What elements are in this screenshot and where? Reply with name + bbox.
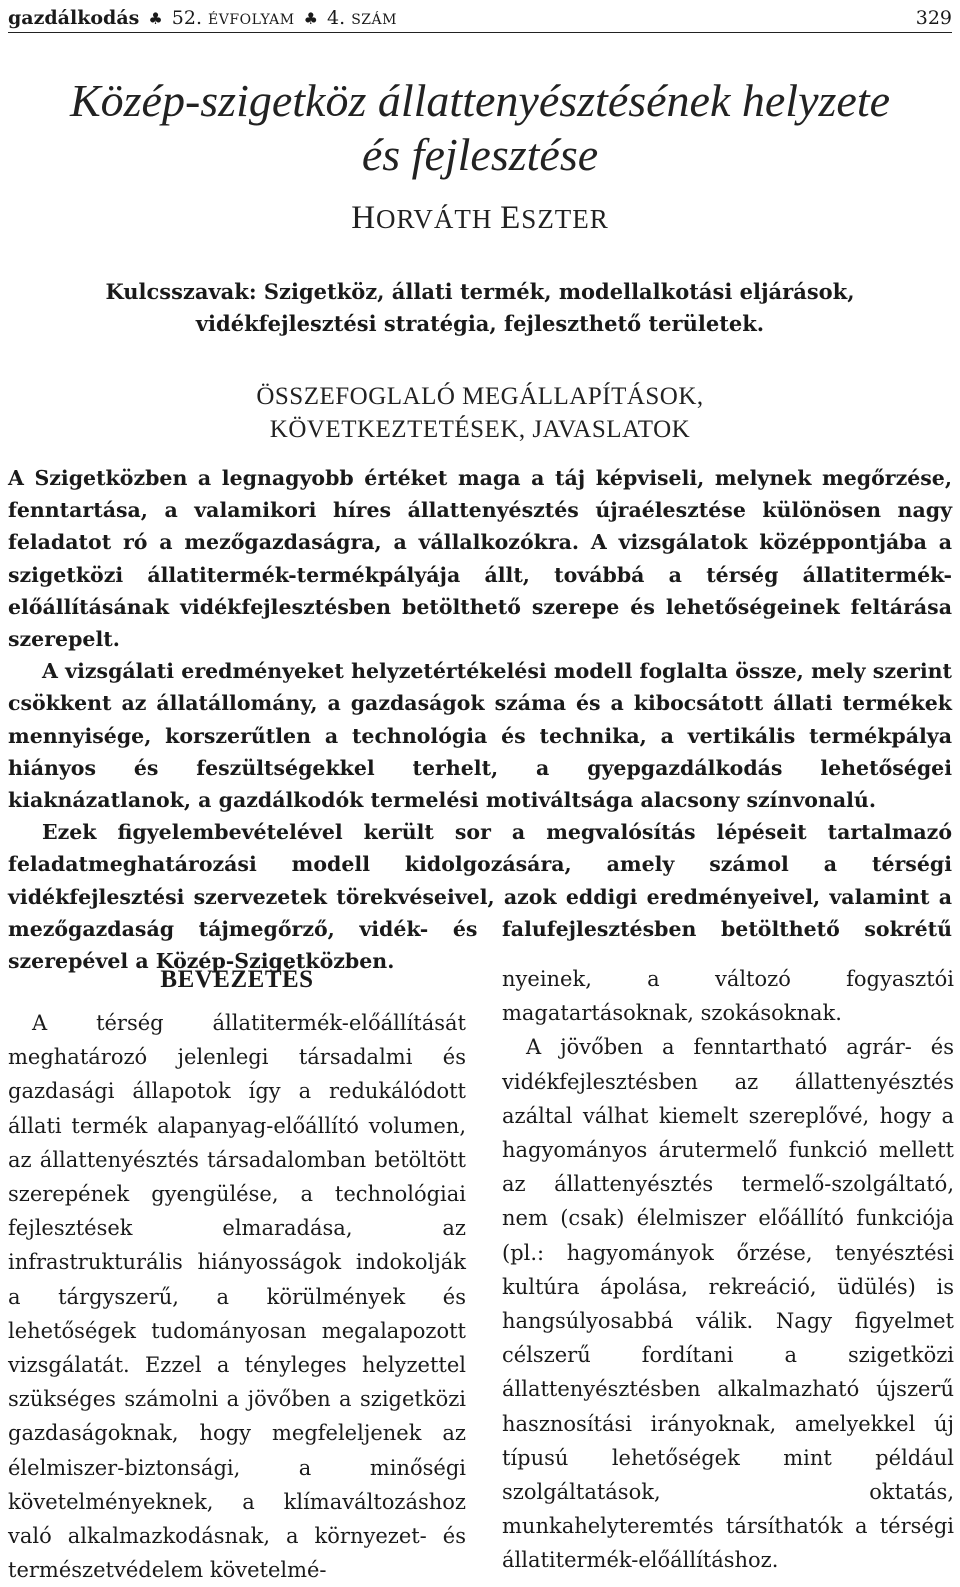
volume-label: ÉVFOLYAM (208, 12, 295, 28)
keywords: Kulcsszavak: Szigetköz, állati termék, modellalkotási eljárások, vidékfejlesztési stratégia, fejleszthető területek. (105, 279, 855, 336)
introduction-paragraph: A térség állatitermék-előállítását meghatározó jelenlegi társadalmi és gazdasági állapotok így a redukálódott állati termék alapanyag-előállító volumen, az állattenyésztés társadalomban betöltött szerepének gyengülése, a technológiai fejlesztések elmaradása, az infrastrukturális hiányosságok indokolják a tárgyszerű, a körülmények és lehetőségek tudományosan megalapozott vizsgálatát. Ezzel a tényleges helyzettel szükséges számolni a jövőben a szigetközi gazdaságoknak, hogy megfeleljenek az élelmiszer-biztonsági, a minőségi követelményeknek, a klímaváltozáshoz való alkalmazkodásnak, a környezet- és természetvédelem követelmé- (8, 1011, 466, 1583)
author-first-rest: ORVÁTH (376, 204, 493, 234)
introduction-heading: BEVEZETÉS (160, 966, 314, 993)
journal-info (8, 4, 397, 34)
author-initial: E (500, 200, 522, 236)
left-column (8, 962, 466, 1587)
summary-heading-line-2: KÖVETKEZTETÉSEK, JAVASLATOK (269, 416, 691, 443)
running-header (8, 4, 952, 33)
club-icon: ♣ (303, 9, 318, 28)
summary-paragraph: A Szigetközben a legnagyobb értéket maga a táj képviseli, melynek megőrzése, fenntartása, a valamikori híres állattenyésztés újraélesztése különösen nagy feladatot ró a mezőgazdaságra, a vállalkozókra. A vizsgálatok középpontjába a szigetközi állatitermék-termékpályája állt, továbbá a térség állatitermék-előállításának vidékfejlesztésben betölthető szerepe és lehetőségeinek feltárása szerepelt. (8, 466, 952, 652)
journal-name: gazdálkodás (8, 7, 140, 29)
summary-paragraph: Ezek figyelembevételével került sor a megvalósítás lépéseit tartalmazó feladatmeghatározási modell kidolgozására, amely számol a térségi vidékfejlesztési szervezetek törekvéseivel, azok eddigi eredményeivel, valamint a mezőgazdaság tájmegőrző, vidék- és falufejlesztésben betölthető sokrétű szerepével a Közép-Szigetközben. (8, 820, 952, 974)
introduction-paragraph: A jövőben a fenntartható agrár- és vidékfejlesztésben az állattenyésztés azáltal válhat kiemelt szereplővé, hogy a hagyományos árutermelő funkció mellett az állattenyésztés termelő-szolgáltató, nem (csak) élelmiszer előállító funkciója (pl.: hagyományok őrzése, tenyésztési kultúra ápolása, rekreáció, üdülés) is hangsúlyosabbá válik. Nagy figyelmet célszerű fordítani a szigetközi állattenyésztésben alkalmazható újszerű hasznosítási irányoknak, amelyekkel új típusú lehetőségek mint például szolgáltatások, oktatás, munkahelyteremtés társíthatók a térségi állatitermék-előállításhoz. (502, 1035, 954, 1573)
summary-heading-line-1: ÖSSZEFOGLALÓ MEGÁLLAPÍTÁSOK, (256, 383, 704, 410)
article-title (0, 74, 960, 182)
summary-paragraph: A vizsgálati eredményeket helyzetértékelési modell foglalta össze, mely szerint csökkent az állatállomány, a gazdaságok száma és a kibocsátott állati termékek mennyisége, korszerűtlen a technológia és technika, a vertikális termékpálya hiányos és feszültségekkel terhelt, a gyepgazdálkodás lehetőségei kiaknázatlanok, a gazdálkodók termelési motiváltsága alacsony színvonalú. (8, 659, 952, 813)
volume-number: 52. (171, 7, 202, 29)
right-column (502, 962, 954, 1578)
author-initial: H (351, 200, 377, 236)
page-number: 329 (915, 7, 952, 29)
introduction-continuation: nyeinek, a változó fogyasztói magatartásoknak, szokásoknak. (502, 967, 954, 1026)
issue-number: 4. (327, 7, 346, 29)
title-line-2: és fejlesztése (361, 129, 599, 180)
club-icon: ♣ (148, 9, 163, 28)
author-last-rest: SZTER (521, 204, 609, 234)
issue-label: SZÁM (351, 12, 397, 28)
summary-heading (0, 380, 960, 446)
author-name (0, 200, 960, 237)
summary-body (8, 462, 952, 977)
title-line-1: Közép-szigetköz állattenyésztésének helyzete (69, 75, 891, 126)
